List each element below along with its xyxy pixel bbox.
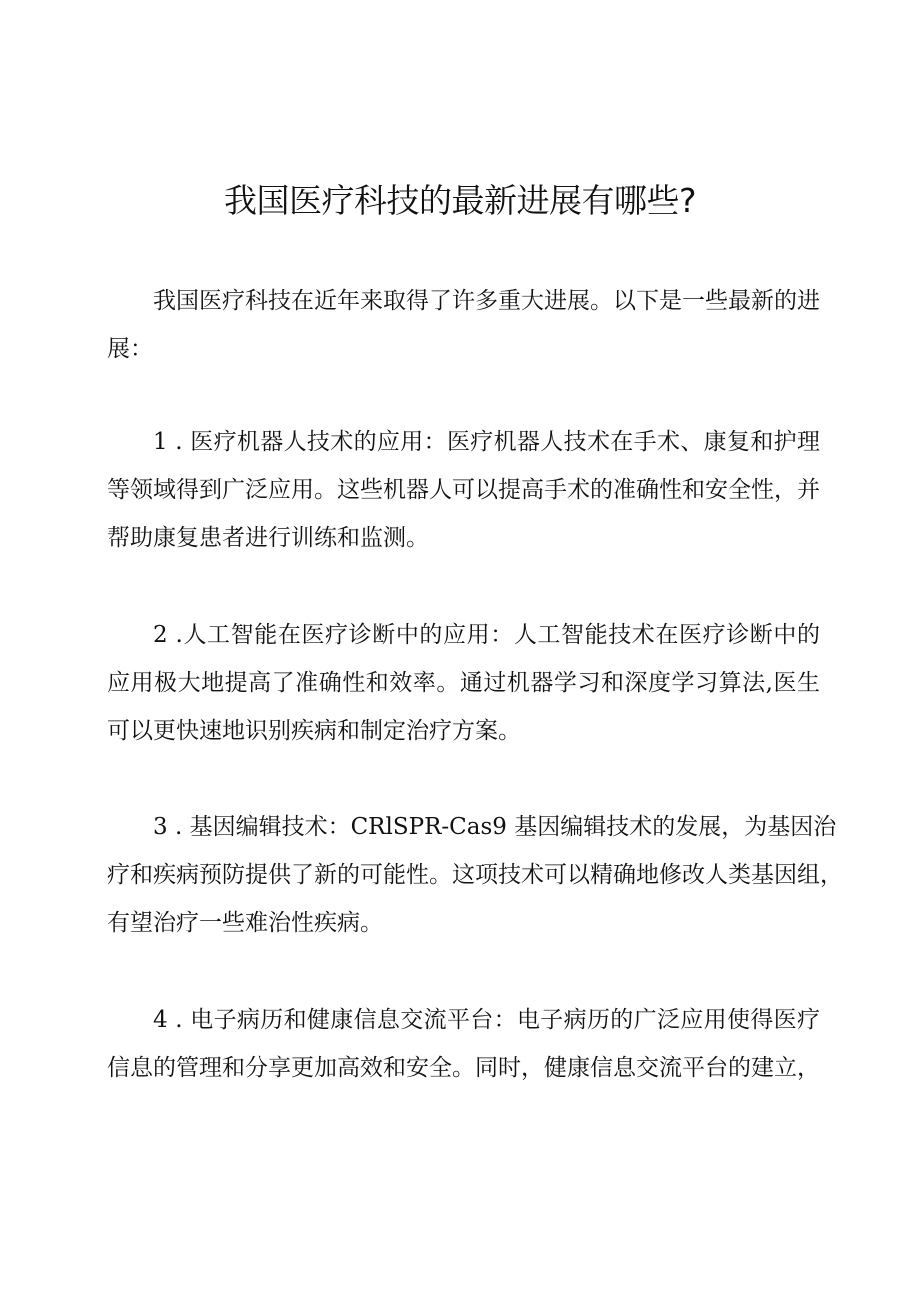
page-title: 我国医疗科技的最新进展有哪些? [223,181,696,220]
paragraph-line: 疗和疾病预防提供了新的可能性。这项技术可以精确地修改人类基因组， [107,862,843,888]
paragraph-line: 1 . 医疗机器人技术的应用：医疗机器人技术在手术、康复和护理 [153,429,820,455]
list-item [107,803,843,947]
paragraph-line: 我国医疗科技在近年来取得了许多重大进展。以下是一些最新的进 [153,288,820,314]
paragraph-line: 帮助康复患者进行训练和监测。 [107,525,429,551]
paragraph-line: 信息的管理和分享更加高效和安全。同时，健康信息交流平台的建立， [107,1055,820,1081]
list-item [107,418,820,562]
paragraph-line: 可以更快速地识别疾病和制定治疗方案。 [107,718,521,744]
paragraph-line: 展： [107,336,153,362]
paragraph-line: 应用极大地提高了准确性和效率。通过机器学习和深度学习算法,医生 [107,670,820,696]
list-item [107,996,820,1092]
paragraph-line: 4 . 电子病历和健康信息交流平台：电子病历的广泛应用使得医疗 [153,1007,820,1033]
paragraph-line: 有望治疗一些难治性疾病。 [107,910,383,936]
paragraph-line: 3 . 基因编辑技术：CRlSPR-Cas9 基因编辑技术的发展，为基因治 [153,814,837,840]
paragraph-line: 2 .人工智能在医疗诊断中的应用：人工智能技术在医疗诊断中的 [153,622,820,648]
paragraph-line: 等领域得到广泛应用。这些机器人可以提高手术的准确性和安全性，并 [107,477,820,503]
list-item [107,611,820,755]
intro-paragraph [107,277,820,373]
